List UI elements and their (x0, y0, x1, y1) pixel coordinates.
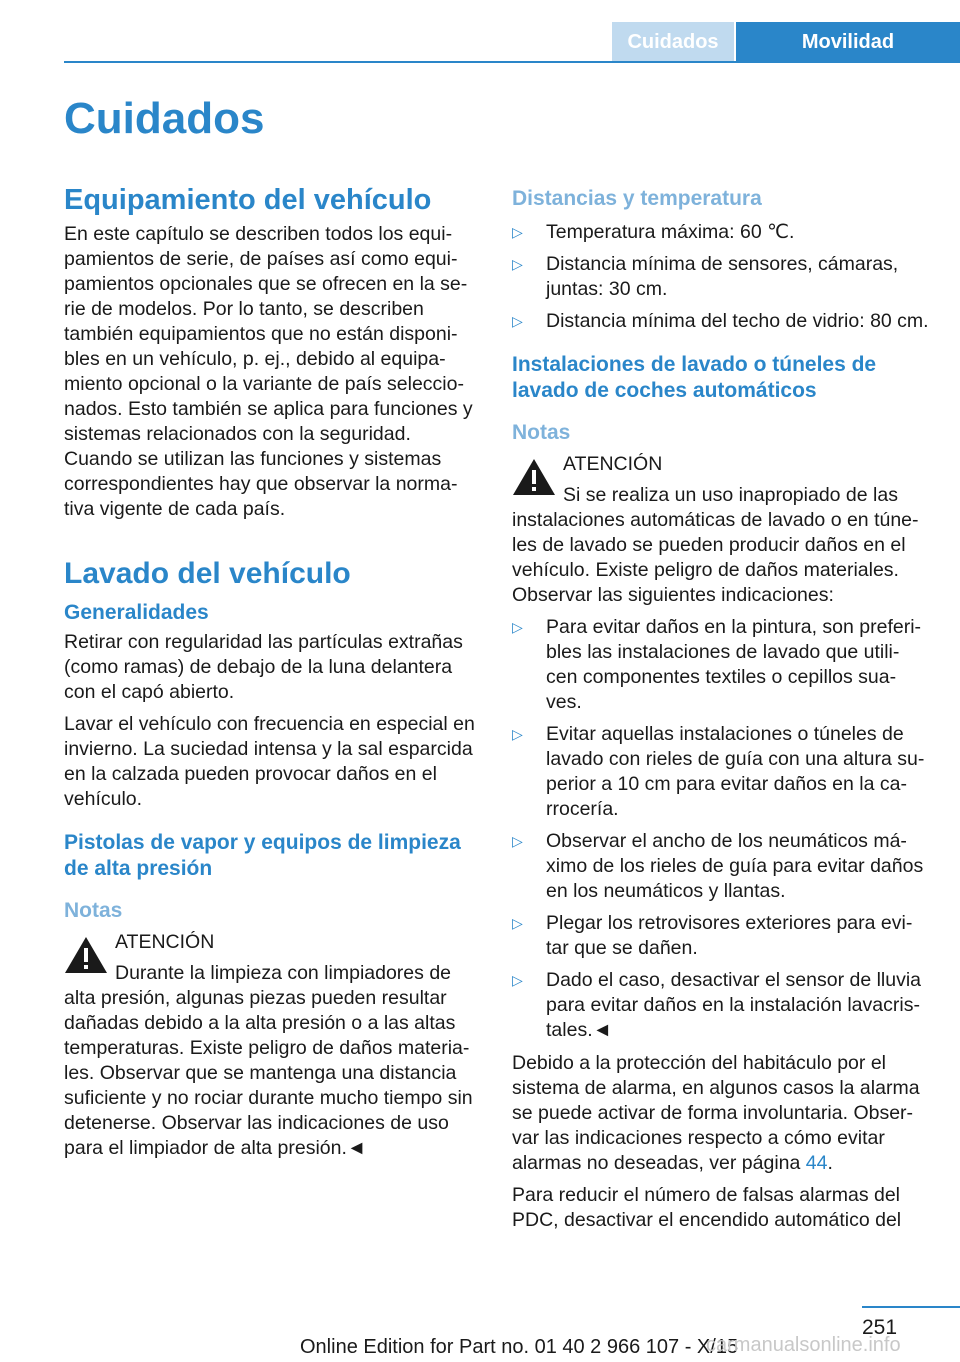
page-number: 251 (862, 1316, 898, 1339)
list-item: ▷ Evitar aquellas instalaciones o túneles de lavado con rieles de guía con una altura su-perior a 10 cm para evitar daños en la ca-rrocería. (512, 723, 925, 820)
distances-heading: Distancias y temperatura (512, 187, 762, 210)
warning-box-left (64, 930, 482, 986)
list-triangle-bullet-icon: ▷ (512, 972, 523, 988)
warning-text-right: instalaciones automáticas de lavado o en túne-les de lavado se pueden producir daños en el vehículo. Existe peligro de daños materiales. Observar las siguientes indicaciones: (512, 509, 919, 606)
list-triangle-bullet-icon: ▷ (512, 726, 523, 742)
list-triangle-bullet-icon: ▷ (512, 313, 523, 329)
watermark: carmanualsonline.info (706, 1334, 901, 1356)
list-item: ▷ Distancia mínima de sensores, cámaras, juntas: 30 cm. (512, 253, 899, 300)
list-item: ▷ Dado el caso, desactivar el sensor de lluvia para evitar daños en la instalación lavacris-tales.◄ (512, 969, 922, 1041)
page-title: Cuidados (64, 94, 265, 143)
list-triangle-bullet-icon: ▷ (512, 256, 523, 272)
list-triangle-bullet-icon: ▷ (512, 224, 523, 240)
warning-first-line-right: Si se realiza un uso inapropiado de las (563, 484, 898, 506)
warning-text-left: alta presión, algunas piezas pueden resultar dañadas debido a la alta presión o a las altas temperaturas. Existe peligro de daños materia-les. Observar que se mantenga una distancia suficiente y no rociar durante mucho tiempo sin detenerse. Observar las indicaciones de uso para el limpiador de alta presión.◄ (64, 987, 473, 1159)
equipment-paragraph: En este capítulo se describen todos los equi-pamientos de serie, de países así como equi-pamientos opcionales que se ofrecen en la se-rie de modelos. Por lo tanto, se describen también equipamientos que no están disponi-bles en un vehículo, p. ej., debido al equipa-miento opcional o la variante de país seleccio-nados. Esto también se aplica para funciones y sistemas relacionados con la seguridad. Cuando se utilizan las funciones y sistemas correspondientes hay que observar la norma-tiva vigente de cada país. (64, 223, 473, 520)
list-item: ▷ Observar el ancho de los neumáticos má-ximo de los rieles de guía para evitar daños en los neumáticos y llantas. (512, 830, 924, 902)
notes-heading-left: Notas (64, 899, 123, 922)
warning-triangle-icon (64, 936, 108, 974)
distances-list (512, 220, 930, 334)
list-triangle-bullet-icon: ▷ (512, 915, 523, 931)
pdc-paragraph: Para reducir el número de falsas alarmas del PDC, desactivar el encendido automático del (512, 1184, 902, 1231)
general-paragraph-1: Retirar con regularidad las partículas extrañas (como ramas) de debajo de la luna delantera con el capó abierto. (64, 631, 463, 703)
general-heading: Generalidades (64, 601, 209, 624)
list-triangle-bullet-icon: ▷ (512, 619, 523, 635)
header-rule (64, 61, 960, 63)
list-triangle-bullet-icon: ▷ (512, 833, 523, 849)
wash-heading: Lavado del vehículo (64, 557, 351, 590)
warning-triangle-icon (512, 458, 556, 496)
carwash-heading: Instalaciones de lavado o túneles de lavado de coches automáticos (512, 353, 877, 402)
list-item: ▷ Para evitar daños en la pintura, son preferi-bles las instalaciones de lavado que utili-cen componentes textiles o cepillos sua-ves. (512, 616, 922, 713)
warning-label-right: ATENCIÓN (563, 453, 663, 475)
carwash-list (512, 615, 930, 1043)
list-item: ▷ Distancia mínima del techo de vidrio: 80 cm. (512, 310, 929, 332)
steam-cleaner-heading: Pistolas de vapor y equipos de limpieza de alta presión (64, 831, 461, 880)
list-item: ▷ Plegar los retrovisores exteriores para evi-tar que se dañen. (512, 912, 913, 959)
right-column (512, 182, 930, 1240)
general-paragraph-2: Lavar el vehículo con frecuencia en especial en invierno. La suciedad intensa y la sal esparcida en la calzada pueden provocar daños en el vehículo. (64, 713, 475, 810)
edition-note: Online Edition for Part no. 01 40 2 966 107 - X/15 (300, 1336, 739, 1358)
header-tab-cuidados: Cuidados (612, 22, 734, 62)
left-column (64, 182, 482, 1168)
header-tab-movilidad: Movilidad (736, 22, 960, 62)
page-reference-link[interactable]: 44 (805, 1152, 828, 1174)
list-item: ▷ Temperatura máxima: 60 ℃. (512, 221, 795, 243)
footer-rule (862, 1306, 960, 1308)
notes-heading-right: Notas (512, 421, 571, 444)
alarm-paragraph: Debido a la protección del habitáculo por el sistema de alarma, en algunos casos la alarma se puede activar de forma involuntaria. Obser-var las indicaciones respecto a cómo evitar alarmas no deseadas, ver página 44. (512, 1052, 920, 1174)
warning-label-left: ATENCIÓN (115, 931, 215, 953)
warning-box-right (512, 452, 930, 508)
equipment-heading: Equipamiento del vehículo (64, 184, 432, 216)
warning-first-line-left: Durante la limpieza con limpiadores de (115, 962, 452, 984)
